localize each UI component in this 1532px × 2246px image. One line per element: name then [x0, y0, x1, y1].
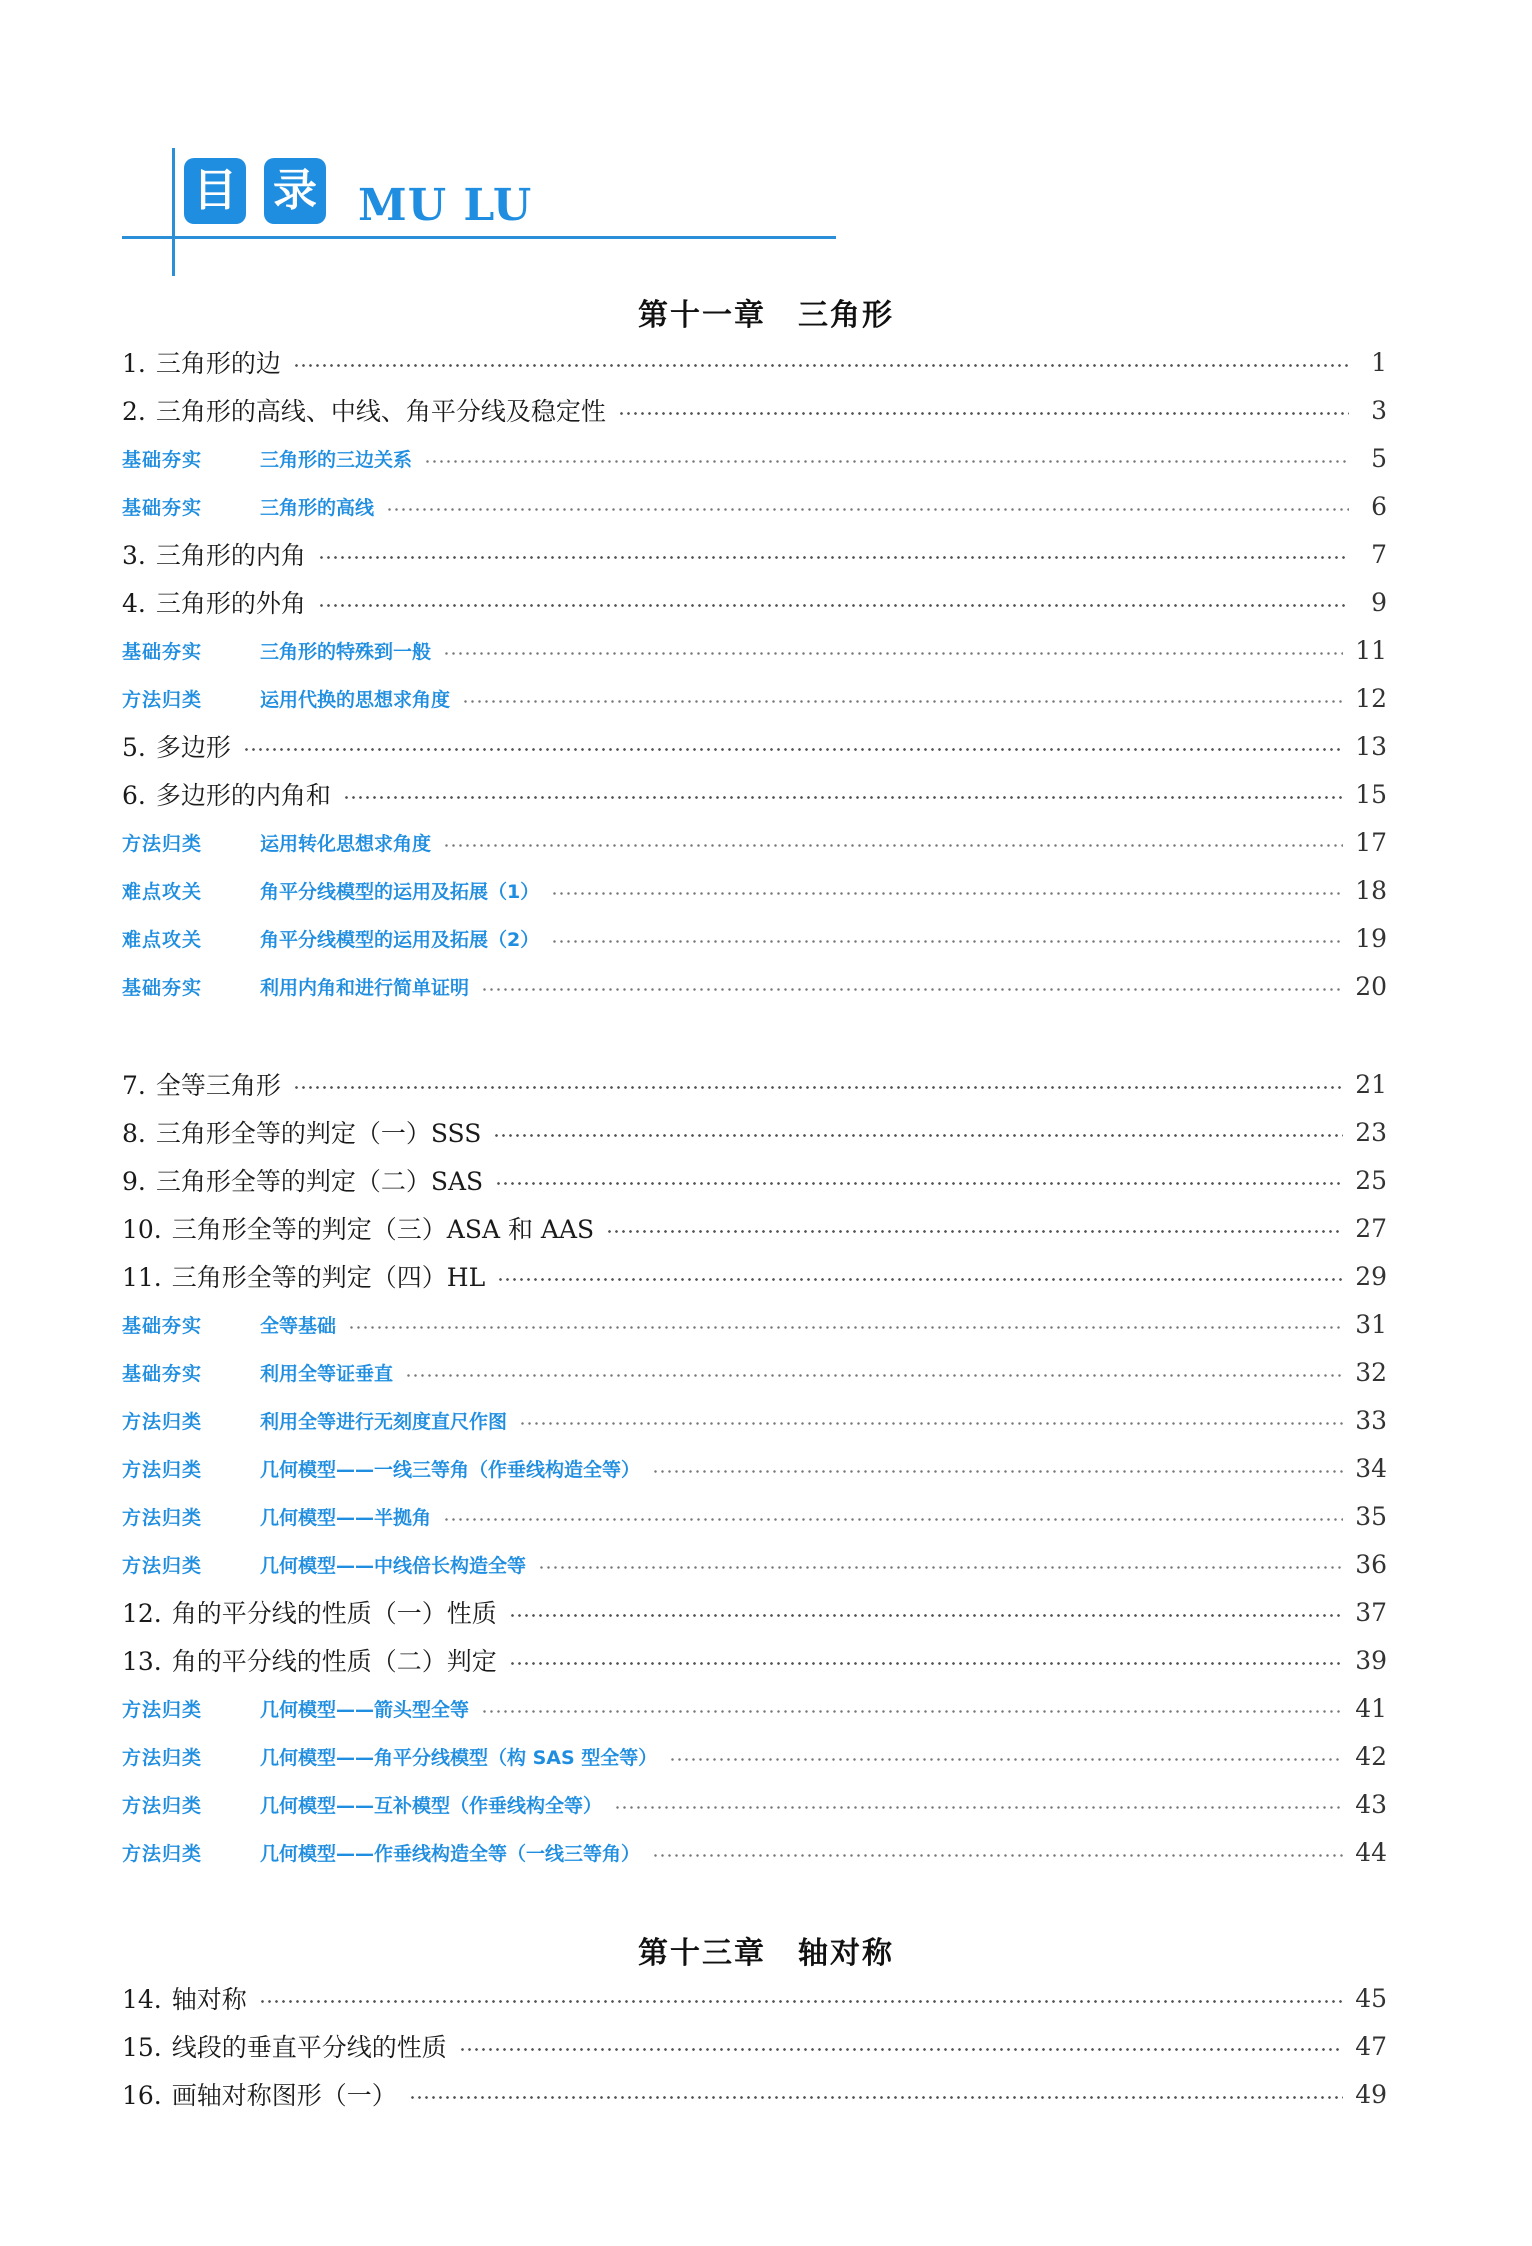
dot-leader — [519, 1422, 1343, 1425]
toc-entry-page: 37 — [1355, 1597, 1387, 1627]
toc-entry-category: 方法归类 — [122, 1554, 203, 1577]
toc-entry-title: 角平分线模型的运用及拓展（1） — [260, 880, 540, 903]
dot-leader — [614, 1806, 1343, 1809]
toc-entry[interactable] — [122, 870, 1387, 910]
dot-leader — [443, 844, 1343, 847]
toc-entry-label — [122, 728, 231, 764]
toc-entry[interactable] — [122, 1256, 1387, 1296]
dot-leader — [509, 1662, 1343, 1665]
toc-entry-title: 角的平分线的性质（一）性质 — [171, 1599, 497, 1628]
toc-entry-label — [122, 1210, 594, 1246]
toc-entry[interactable] — [122, 1064, 1387, 1104]
toc-entry-label — [122, 392, 606, 428]
toc-entry-category: 基础夯实 — [122, 1314, 203, 1337]
toc-entry-label — [122, 493, 374, 520]
toc-entry-title: 轴对称 — [171, 1985, 247, 2014]
toc-entry-label — [122, 1114, 481, 1150]
toc-entry-title: 全等基础 — [260, 1314, 337, 1337]
toc-entry-label — [122, 877, 539, 904]
toc-entry-number: 11. — [122, 1263, 162, 1292]
chapter-title-13: 第十三章 轴对称 — [638, 1936, 894, 1971]
toc-entry-page: 1 — [1371, 347, 1387, 377]
toc-entry-number: 8. — [122, 1119, 146, 1148]
toc-entry-page: 5 — [1371, 443, 1387, 473]
toc-entry-label — [122, 1980, 247, 2016]
toc-entry-title: 三角形的三边关系 — [260, 448, 413, 471]
dot-leader — [652, 1470, 1343, 1473]
toc-entry[interactable] — [122, 1736, 1387, 1776]
toc-entry[interactable] — [122, 486, 1387, 526]
toc-entry-page: 34 — [1355, 1453, 1387, 1483]
toc-entry-title: 三角形全等的判定（一）SSS — [155, 1119, 482, 1148]
toc-entry-page: 9 — [1371, 587, 1387, 617]
toc-entry-title: 几何模型——一线三等角（作垂线构造全等） — [260, 1458, 641, 1481]
header-box-mu: 目 — [184, 158, 246, 224]
toc-entry-title: 三角形的特殊到一般 — [260, 640, 432, 663]
toc-entry[interactable] — [122, 390, 1387, 430]
dot-leader — [538, 1566, 1343, 1569]
toc-entry-label — [122, 1162, 483, 1198]
toc-entry-number: 12. — [122, 1599, 162, 1628]
header-pinyin: MU LU — [358, 180, 533, 231]
toc-entry-title: 三角形的高线 — [260, 496, 375, 519]
dot-leader — [618, 412, 1349, 415]
toc-entry-page: 42 — [1355, 1741, 1387, 1771]
toc-entry-page: 32 — [1355, 1357, 1387, 1387]
toc-entry-title: 利用全等进行无刻度直尺作图 — [260, 1410, 508, 1433]
toc-entry-label — [122, 2076, 397, 2112]
toc-entry-category: 方法归类 — [122, 832, 203, 855]
toc-entry-category: 方法归类 — [122, 1746, 203, 1769]
toc-entry-page: 47 — [1355, 2031, 1387, 2061]
dot-leader — [386, 508, 1349, 511]
toc-entry-page: 49 — [1355, 2079, 1387, 2109]
toc-entry-label — [122, 925, 539, 952]
toc-entry-page: 6 — [1371, 491, 1387, 521]
dot-leader — [481, 988, 1343, 991]
dot-leader — [293, 364, 1349, 367]
dot-leader — [343, 796, 1343, 799]
toc-entry[interactable] — [122, 1112, 1387, 1152]
toc-entry[interactable] — [122, 534, 1387, 574]
header-box-lu: 录 — [264, 158, 326, 224]
dot-leader — [495, 1182, 1343, 1185]
toc-entry[interactable] — [122, 2074, 1387, 2114]
toc-entry-page: 11 — [1355, 635, 1387, 665]
toc-entry[interactable] — [122, 1978, 1387, 2018]
toc-entry-label — [122, 973, 469, 1000]
toc-entry-number: 3. — [122, 541, 146, 570]
toc-entry[interactable] — [122, 1832, 1387, 1872]
toc-entry-title: 几何模型——角平分线模型（构 SAS 型全等） — [260, 1746, 658, 1769]
toc-entry-category: 基础夯实 — [122, 976, 203, 999]
dot-leader — [481, 1710, 1343, 1713]
toc-entry-number: 6. — [122, 781, 146, 810]
dot-leader — [669, 1758, 1343, 1761]
toc-entry[interactable] — [122, 678, 1387, 718]
toc-entry-title: 几何模型——作垂线构造全等（一线三等角） — [260, 1842, 641, 1865]
toc-entry-label — [122, 445, 412, 472]
toc-entry-page: 39 — [1355, 1645, 1387, 1675]
toc-entry-label — [122, 1503, 431, 1530]
toc-entry[interactable] — [122, 1208, 1387, 1248]
toc-entry-title: 三角形全等的判定（三）ASA 和 AAS — [171, 1215, 595, 1244]
toc-entry-title: 三角形的内角 — [155, 541, 306, 570]
toc-entry-label — [122, 1695, 469, 1722]
toc-entry-page: 44 — [1355, 1837, 1387, 1867]
toc-entry-title: 全等三角形 — [155, 1071, 281, 1100]
dot-leader — [348, 1326, 1343, 1329]
toc-entry-number: 16. — [122, 2081, 162, 2110]
toc-entry-title: 几何模型——箭头型全等 — [260, 1698, 470, 1721]
toc-entry-number: 10. — [122, 1215, 162, 1244]
toc-entry-title: 几何模型——互补模型（作垂线构全等） — [260, 1794, 603, 1817]
toc-entry-label — [122, 1551, 526, 1578]
dot-leader — [405, 1374, 1343, 1377]
dot-leader — [259, 2000, 1343, 2003]
toc-entry-category: 方法归类 — [122, 1842, 203, 1865]
toc-entry-label — [122, 584, 306, 620]
toc-entry-label — [122, 637, 431, 664]
dot-leader — [509, 1614, 1343, 1617]
toc-entry-title: 三角形全等的判定（四）HL — [171, 1263, 486, 1292]
toc-entry-page: 18 — [1355, 875, 1387, 905]
toc-entry-number: 4. — [122, 589, 146, 618]
toc-entry-category: 基础夯实 — [122, 496, 203, 519]
toc-entry-page: 15 — [1355, 779, 1387, 809]
toc-entry-number: 5. — [122, 733, 146, 762]
dot-leader — [293, 1086, 1343, 1089]
toc-entry[interactable] — [122, 630, 1387, 670]
toc-entry-title: 三角形的边 — [155, 349, 281, 378]
dot-leader — [606, 1230, 1343, 1233]
dot-leader — [424, 460, 1349, 463]
toc-entry-number: 7. — [122, 1071, 146, 1100]
toc-entry-number: 1. — [122, 349, 146, 378]
toc-entry-page: 21 — [1355, 1069, 1387, 1099]
toc-entry-category: 基础夯实 — [122, 640, 203, 663]
toc-entry-page: 7 — [1371, 539, 1387, 569]
toc-entry-number: 15. — [122, 2033, 162, 2062]
dot-leader — [318, 556, 1349, 559]
dot-leader — [409, 2096, 1343, 2099]
chapter-title-11: 第十一章 三角形 — [638, 298, 894, 333]
toc-entry-page: 19 — [1355, 923, 1387, 953]
toc-entry-number: 14. — [122, 1985, 162, 2014]
toc-entry-page: 23 — [1355, 1117, 1387, 1147]
toc-entry[interactable] — [122, 1304, 1387, 1344]
toc-entry[interactable] — [122, 582, 1387, 622]
header-vertical-rule — [172, 148, 175, 276]
toc-entry-title: 几何模型——中线倍长构造全等 — [260, 1554, 527, 1577]
toc-entry-page: 13 — [1355, 731, 1387, 761]
toc-entry-page: 27 — [1355, 1213, 1387, 1243]
toc-entry-title: 角的平分线的性质（二）判定 — [171, 1647, 497, 1676]
toc-entry-category: 方法归类 — [122, 1410, 203, 1433]
toc-entry-title: 利用全等证垂直 — [260, 1362, 394, 1385]
toc-entry-page: 25 — [1355, 1165, 1387, 1195]
toc-entry-page: 31 — [1355, 1309, 1387, 1339]
toc-entry-category: 难点攻关 — [122, 928, 203, 951]
toc-entry[interactable] — [122, 1784, 1387, 1824]
toc-entry-title: 几何模型——半拠角 — [260, 1506, 432, 1529]
toc-entry-title: 线段的垂直平分线的性质 — [171, 2033, 447, 2062]
toc-entry-title: 三角形的高线、中线、角平分线及稳定性 — [155, 397, 606, 426]
toc-entry-number: 13. — [122, 1647, 162, 1676]
toc-entry[interactable] — [122, 1496, 1387, 1536]
toc-entry[interactable] — [122, 1544, 1387, 1584]
toc-entry-category: 方法归类 — [122, 1458, 203, 1481]
dot-leader — [462, 700, 1343, 703]
toc-entry-number: 2. — [122, 397, 146, 426]
toc-entry-label — [122, 829, 431, 856]
dot-leader — [243, 748, 1343, 751]
dot-leader — [459, 2048, 1343, 2051]
toc-entry[interactable] — [122, 1592, 1387, 1632]
toc-entry-label — [122, 1407, 507, 1434]
toc-entry-label — [122, 1311, 336, 1338]
toc-entry-category: 基础夯实 — [122, 1362, 203, 1385]
toc-entry-label — [122, 1743, 657, 1770]
toc-entry-page: 43 — [1355, 1789, 1387, 1819]
toc-entry[interactable] — [122, 1160, 1387, 1200]
toc-entry[interactable] — [122, 342, 1387, 382]
toc-entry-page: 3 — [1371, 395, 1387, 425]
dot-leader — [551, 940, 1343, 943]
toc-entry[interactable] — [122, 966, 1387, 1006]
dot-leader — [493, 1134, 1343, 1137]
toc-entry-label — [122, 2028, 447, 2064]
toc-entry-title: 多边形的内角和 — [155, 781, 331, 810]
toc-entry-label — [122, 685, 450, 712]
toc-entry-page: 33 — [1355, 1405, 1387, 1435]
dot-leader — [443, 652, 1343, 655]
toc-entry-label — [122, 1594, 497, 1630]
toc-entry[interactable] — [122, 1640, 1387, 1680]
dot-leader — [497, 1278, 1343, 1281]
toc-entry[interactable] — [122, 822, 1387, 862]
toc-entry-label — [122, 1359, 393, 1386]
toc-entry-page: 36 — [1355, 1549, 1387, 1579]
dot-leader — [652, 1854, 1343, 1857]
toc-entry-category: 基础夯实 — [122, 448, 203, 471]
toc-entry-page: 45 — [1355, 1983, 1387, 2013]
toc-entry-title: 运用转化思想求角度 — [260, 832, 432, 855]
toc-entry[interactable] — [122, 726, 1387, 766]
toc-entry-title: 三角形的外角 — [155, 589, 306, 618]
toc-entry[interactable] — [122, 2026, 1387, 2066]
toc-entry[interactable] — [122, 438, 1387, 478]
toc-entry[interactable] — [122, 774, 1387, 814]
toc-entry-label — [122, 776, 331, 812]
toc-entry-label — [122, 1791, 602, 1818]
toc-entry[interactable] — [122, 1448, 1387, 1488]
toc-entry[interactable] — [122, 1688, 1387, 1728]
toc-entry-title: 画轴对称图形（一） — [171, 2081, 397, 2110]
toc-entry-title: 多边形 — [155, 733, 231, 762]
toc-entry-title: 利用内角和进行简单证明 — [260, 976, 470, 999]
dot-leader — [551, 892, 1343, 895]
toc-entry-label — [122, 1455, 640, 1482]
toc-entry-label — [122, 1839, 640, 1866]
dot-leader — [443, 1518, 1343, 1521]
toc-entry-page: 41 — [1355, 1693, 1387, 1723]
toc-entry-category: 方法归类 — [122, 688, 203, 711]
toc-entry[interactable] — [122, 1352, 1387, 1392]
toc-entry-number: 9. — [122, 1167, 146, 1196]
toc-entry-category: 方法归类 — [122, 1506, 203, 1529]
toc-entry-title: 角平分线模型的运用及拓展（2） — [260, 928, 540, 951]
toc-entry-category: 方法归类 — [122, 1698, 203, 1721]
header-horizontal-rule — [122, 236, 836, 239]
toc-entry-page: 29 — [1355, 1261, 1387, 1291]
dot-leader — [318, 604, 1349, 607]
toc-entry-label — [122, 344, 281, 380]
toc-entry-page: 12 — [1355, 683, 1387, 713]
toc-entry-page: 20 — [1355, 971, 1387, 1001]
toc-entry-page: 17 — [1355, 827, 1387, 857]
toc-entry-page: 35 — [1355, 1501, 1387, 1531]
toc-entry-label — [122, 1258, 485, 1294]
toc-entry[interactable] — [122, 1400, 1387, 1440]
toc-entry-category: 难点攻关 — [122, 880, 203, 903]
toc-entry-label — [122, 536, 306, 572]
toc-entry-title: 三角形全等的判定（二）SAS — [155, 1167, 484, 1196]
toc-entry[interactable] — [122, 918, 1387, 958]
toc-entry-label — [122, 1642, 497, 1678]
toc-entry-title: 运用代换的思想求角度 — [260, 688, 451, 711]
toc-entry-category: 方法归类 — [122, 1794, 203, 1817]
toc-entry-label — [122, 1066, 281, 1102]
